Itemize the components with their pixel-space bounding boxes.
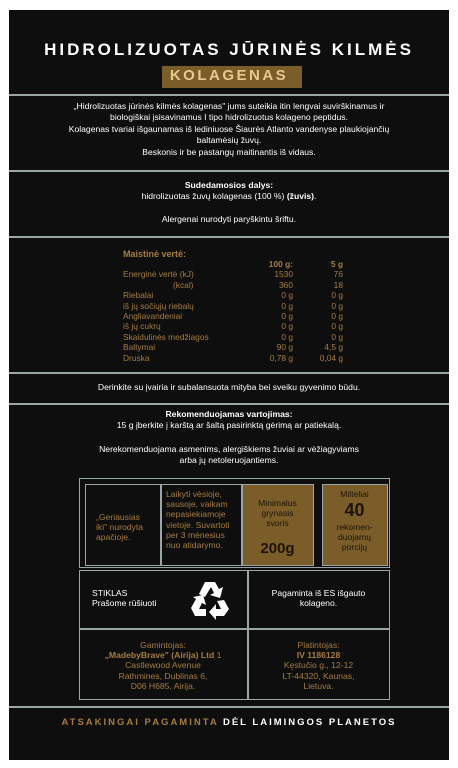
col-5g: 5 g [330, 259, 343, 269]
footer-gold: ATSAKINGAI PAGAMINTA [61, 717, 219, 728]
divider [9, 372, 449, 374]
usage-heading: Rekomenduojamas vartojimas: [165, 409, 293, 419]
divider [9, 170, 449, 172]
nutrient-100g: 0,78 g [269, 352, 293, 363]
distributor-heading: Platintojas: [297, 640, 340, 650]
best-before-text [96, 512, 143, 543]
ingredients-block [9, 180, 449, 225]
best-before-line: iki" nurodyta [96, 522, 143, 533]
origin-box [248, 570, 390, 629]
ingredients-end: . [314, 191, 317, 202]
nutrition-row [123, 269, 343, 279]
product-label [9, 10, 449, 760]
manufacturer-address: Castlewood Avenue [125, 660, 201, 671]
divider [9, 403, 449, 405]
nutrition-row [123, 321, 343, 331]
packaging-box [79, 570, 248, 629]
net-weight-box [242, 484, 314, 566]
best-before-box [85, 484, 161, 566]
packaging-material: STIKLAS [92, 588, 128, 598]
nutrient-100g: 1530 [274, 269, 293, 280]
manufacturer-suffix: 1 [214, 650, 222, 661]
storage-text [166, 489, 230, 550]
best-before-line: „Geriausias [96, 512, 140, 522]
nutrient-name: (kcal) [173, 279, 194, 290]
usage-text: 15 g įberkite į karštą ar šaltą pasirinktą gėrimą ar patiekalą. [116, 420, 342, 431]
ingredients-heading: Sudedamosios dalys: [184, 180, 274, 190]
footer-white: DĖL LAIMINGOS PLANETOS [218, 717, 397, 728]
net-weight-line: Minimalus [258, 498, 297, 508]
best-before-line: apačioje. [96, 532, 131, 543]
nutrient-5g: 0,04 g [319, 352, 343, 363]
storage-line: per 3 mėnesius [166, 529, 225, 540]
storage-line: Laikyti vėsioje, [166, 489, 222, 499]
origin-text [249, 588, 388, 608]
divider [9, 236, 449, 238]
net-weight-value: 200g [260, 540, 295, 557]
servings-line: duojamų [338, 532, 371, 543]
warning-line: arba jų netoleruojantiems. [179, 455, 279, 466]
manufacturer-text [80, 640, 246, 691]
distributor-box [248, 629, 390, 700]
servings-value: 40 [344, 500, 365, 520]
net-weight-line: svoris [266, 518, 289, 529]
product-title: HIDROLIZUOTAS JŪRINĖS KILMĖS [44, 40, 414, 59]
nutrient-5g: 0 g [331, 331, 343, 342]
manufacturer-heading: Gamintojas: [140, 640, 186, 650]
storage-line: nepasiekiamoje [166, 509, 226, 520]
divider [9, 94, 449, 96]
nutrient-5g: 0 g [331, 290, 343, 301]
recycle-icon [188, 578, 232, 620]
intro-line: Kolagenas tvariai išgaunamas iš lediniuose Šiaurės Atlanto vandenyse plaukiojančių [68, 123, 390, 134]
servings-label: Milteliai [340, 489, 369, 499]
nutrient-100g: 360 [279, 279, 293, 290]
intro-text [9, 101, 449, 158]
nutrition-title: Maistinė vertė: [123, 249, 187, 259]
nutrient-100g: 0 g [281, 321, 293, 332]
nutrition-row [123, 342, 343, 352]
intro-line: „Hidrolizuotas jūrinės kilmės kolagenas" jums suteikia itin lengvai suvirškinamus ir [73, 101, 385, 111]
col-100g: 100 g: [268, 259, 293, 269]
nutrient-100g: 0 g [281, 290, 293, 301]
manufacturer-name: „MadebyBrave" (Airija) Ltd [104, 650, 215, 661]
servings-line: rekomen- [336, 522, 373, 532]
distributor-text [249, 640, 388, 691]
nutrition-row [123, 332, 343, 342]
allergen-bold: (žuvis) [286, 191, 315, 202]
storage-line: vietoje. Suvartoti [166, 519, 230, 530]
nutrition-row [123, 353, 343, 363]
nutrient-5g: 4,5 g [324, 342, 343, 353]
nutrition-row [123, 290, 343, 300]
intro-line: baltamėsių žuvų. [196, 135, 262, 146]
storage-box [161, 484, 242, 566]
nutrient-name: Baltymai [123, 342, 156, 353]
servings-text [323, 522, 386, 553]
warning-line: Nerekomenduojama asmenims, alergiškiems žuviai ar vėžiagyviams [99, 443, 359, 454]
diet-note: Derinkite su įvairia ir subalansuota mityba bei sveiku gyvenimo būdu. [97, 382, 361, 392]
nutrient-name: iš jų cukrų [123, 321, 161, 332]
intro-line: biologiškai įsisavinamus I tipo hidrolizuotus kolageno peptidus. [110, 112, 348, 123]
nutrition-table [123, 259, 343, 363]
packaging-text [92, 588, 156, 608]
distributor-address: Kęstučio g., 12-12 [283, 660, 354, 671]
nutrient-5g: 76 [333, 269, 343, 280]
intro-line: Beskonis ir be pastangų maitinantis iš vidaus. [142, 146, 316, 157]
nutrition-row [123, 301, 343, 311]
nutrient-100g: 0 g [281, 331, 293, 342]
manufacturer-address: Rathmines, Dublinas 6, [118, 670, 208, 681]
nutrient-5g: 18 [333, 279, 343, 290]
nutrient-100g: 0 g [281, 300, 293, 311]
usage-block [9, 409, 449, 467]
nutrient-5g: 0 g [331, 321, 343, 332]
distributor-id: IV 1186128 [296, 650, 341, 661]
footer-slogan [9, 717, 449, 728]
nutrient-name: Skaidulinės medžiagos [123, 331, 209, 342]
ingredients-text [9, 191, 449, 202]
origin-line: kolageno. [299, 598, 338, 609]
nutrition-row [123, 280, 343, 290]
manufacturer-box [79, 629, 248, 700]
net-weight-line: grynasis [261, 508, 294, 519]
nutrient-5g: 0 g [331, 310, 343, 321]
ingredients-list: hidrolizuotas žuvų kolagenas (100 %) [141, 191, 287, 202]
net-weight-text [243, 498, 312, 529]
nutrition-header-row [123, 259, 343, 269]
product-subtitle: KOLAGENAS [169, 67, 289, 84]
servings-box [322, 484, 388, 566]
storage-line: nuo atidarymo. [166, 540, 223, 551]
nutrient-name: Druska [123, 352, 150, 363]
storage-line: sausoje, vaikam [166, 499, 228, 510]
nutrient-name: iš jų sočiųjų riebalų [123, 300, 194, 311]
packaging-sort: Prašome rūšiuoti [92, 598, 157, 609]
nutrient-name: Riebalai [123, 290, 154, 301]
nutrient-100g: 0 g [281, 310, 293, 321]
manufacturer-address: D06 H685, Airija. [130, 680, 196, 691]
nutrient-100g: 90 g [276, 342, 293, 353]
distributor-address: Lietuva. [303, 680, 334, 691]
manufacturer-name-line [80, 650, 246, 660]
divider [9, 706, 449, 708]
nutrient-name: Angliavandeniai [123, 310, 183, 321]
distributor-address: LT-44320, Kaunas, [282, 670, 355, 681]
allergen-note: Alergenai nurodyti paryškintu šriftu. [161, 213, 297, 224]
nutrient-name: Energinė vertė (kJ) [123, 269, 194, 280]
nutrient-5g: 0 g [331, 300, 343, 311]
origin-line: Pagaminta iš ES išgauto [271, 588, 366, 598]
nutrition-row [123, 311, 343, 321]
servings-line: porcijų [341, 542, 368, 553]
